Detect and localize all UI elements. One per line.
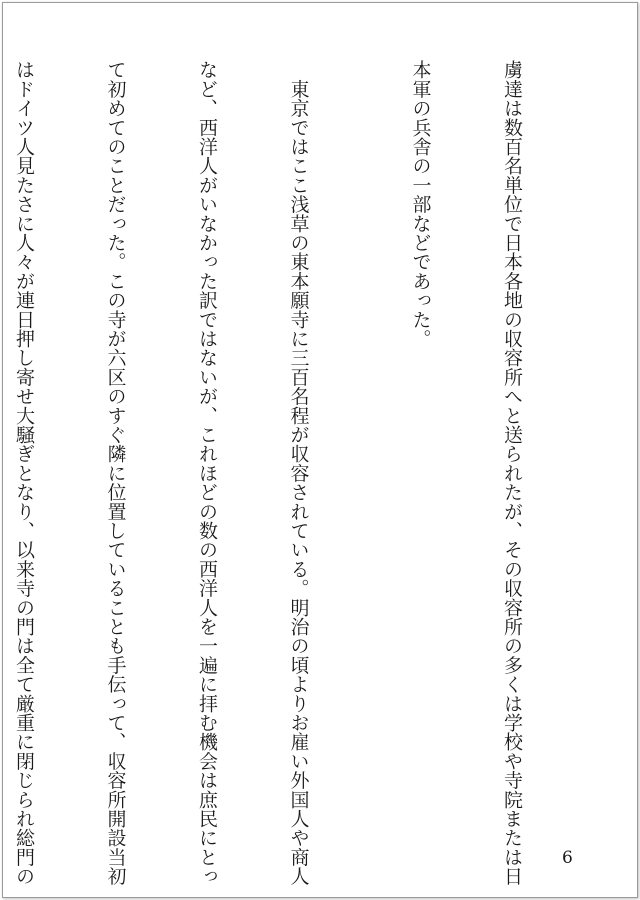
text-line: はドイツ人見たさに人々が連日押し寄せ大騒ぎとなり、以来寺の門は全て厳重に閉じられ総門の xyxy=(13,60,35,886)
text-line: 本軍の兵舎の一部などであった。 xyxy=(409,60,432,348)
text-line: 東京ではここ浅草の東本願寺に三百名程が収容されている。明治の頃よりお雇い外国人や商人 xyxy=(287,60,310,886)
text-line: など、西洋人がいなかった訳ではないが、これほどの数の西洋人を一遍に拝む機会は庶民にとっ xyxy=(196,60,218,886)
vertical-text-body xyxy=(0,60,588,886)
page-number: 6 xyxy=(562,848,573,868)
text-line: 虜達は数百名単位で日本各地の収容所へと送られたが、その収容所の多くは学校や寺院または日 xyxy=(501,60,523,886)
text-line: て初めてのことだった。この寺が六区のすぐ隣に位置していることも手伝って、収容所開設当初 xyxy=(104,60,127,886)
